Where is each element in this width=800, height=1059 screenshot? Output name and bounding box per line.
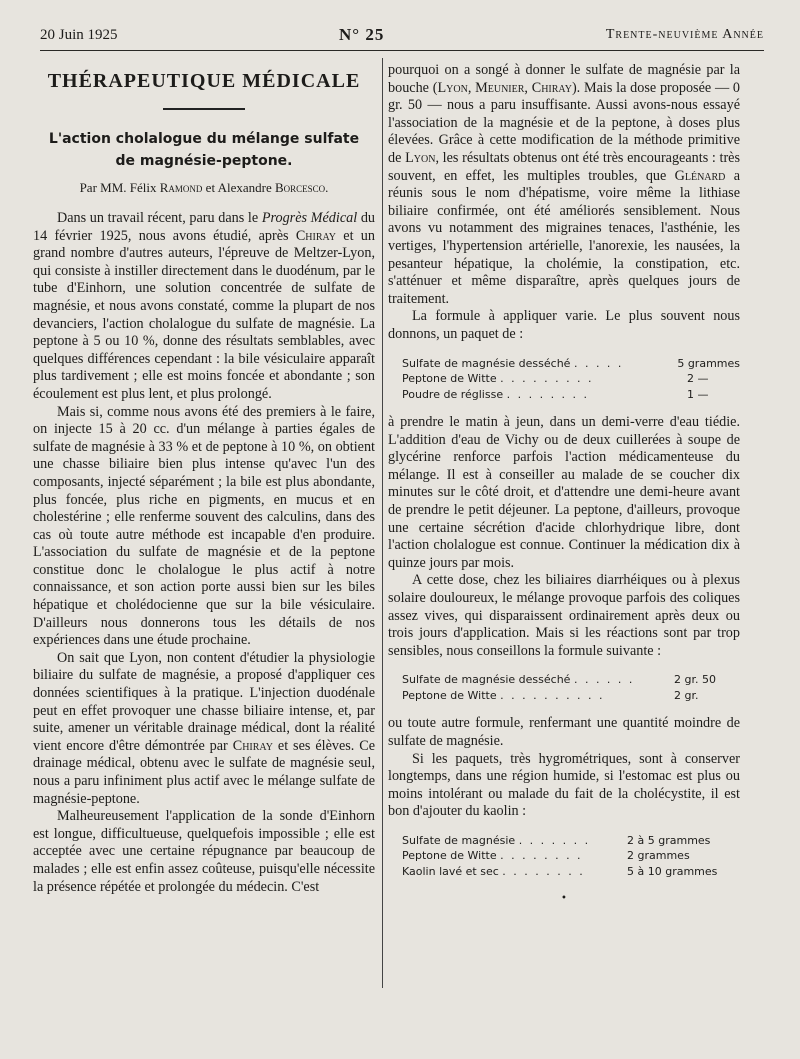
formula-row: Peptone de Witte . . . . . . . . . 2 — (402, 372, 709, 385)
formula-row: Poudre de réglisse . . . . . . . . 1 — (402, 387, 709, 401)
paragraph-8: A cette dose, chez les biliaires diarrhéiques ou à plexus solaire douloureux, le mélange provoque parfois des coliques assez vives, qui disparaissent ordinairement après deux ou trois jours d'application. Mais si les réactions sont par trop sensibles, nous conseillons la formule suivante : (388, 572, 740, 659)
paragraph-2: Mais si, comme nous avons été des premiers à le faire, on injecte 15 à 20 cc. d'un mélange à parties égales de sulfate de magnésie à 33 % et de peptone à 10 %, on obtient une chasse biliaire bien plus intense qu'avec l'un des composants, injecté séparément ; la bile est plus abondante, plus foncée, plus riche en pigments, en mucus et en cholestérine ; elle renferme souvent des calculins, dans des cas où toute autre méthode est incapable d'en produire. L'association du sulfate de magnésie et de la peptone constitue donc le cholalogue le plus actif à notre connaissance, et son action porte aussi bien sur les biles hépatique et cholédocienne que sur la bile vésiculaire. D'ailleurs nous donnerons tous les détails de nos expériences dans une étude prochaine. (33, 403, 375, 649)
formula-row: Kaolin lavé et sec . . . . . . . . 5 à 10 grammes (402, 864, 718, 878)
formula-3 (402, 833, 740, 880)
issue-year: Trente-neuvième Année (605, 27, 764, 42)
column-divider (382, 58, 383, 988)
paragraph-9: ou toute autre formule, renfermant une quantité moindre de sulfate de magnésie. (388, 715, 740, 749)
issue-number: N° 25 (339, 25, 385, 44)
paragraph-5: pourquoi on a songé à donner le sulfate de magnésie par la bouche (Lyon, Meunier, Chiray). Mais la dose proposée — 0 gr. 50 — nous a paru insuffisante. Aussi avons-nous essayé l'association de la magnésie et de la peptone, à doses plus élevées. Grâce à cette modification de la méthode primitive de Lyon, les résultats obtenus ont été très encourageants : très souvent, en effet, les multiples troubles, que Glénard a réunis sous le nom d'hépatisme, voire même la lithiase biliaire confirmée, ont été améliorés sensiblement. Nous avons vu notamment des migraines tenaces, l'asthénie, les vertiges, l'hypertension artérielle, l'anorexie, les nausées, la pesanteur hépatique, la cholémie, la constipation, etc. s'atténuer et même disparaître, après quelques jours de traitement. (388, 62, 741, 307)
end-ornament: • (561, 893, 567, 905)
page-header (40, 20, 764, 51)
formula-1 (402, 356, 740, 403)
section-title: THÉRAPEUTIQUE MÉDICALE (47, 70, 361, 92)
journal-name: Progrès Médical (261, 210, 358, 226)
formula-row: Sulfate de magnésie desséché . . . . . . 2 gr. 50 (402, 673, 716, 687)
article-title-line2: de magnésie-peptone. (115, 153, 293, 169)
paragraph-6: La formule à appliquer varie. Le plus souvent nous donnons, un paquet de : (388, 308, 740, 342)
author-borcesco: Borcesco. (274, 180, 329, 195)
paragraph-3: On sait que Lyon, non content d'étudier la physiologie biliaire du sulfate de magnésie, a proposé d'appliquer ces données scientifiques à la pratique. L'injection duodénale peut en effet provoquer une chasse biliaire intense, et, par suite, amener un véritable drainage médical, dont la réalité vient encore d'être démontrée par Chiray et ses élèves. Ce drainage médical, obtenu avec le sulfate de magnésie seul, nous a paru infiniment plus actif avec le mélange sulfate de magnésie-peptone. (33, 649, 376, 807)
formula-row: Sulfate de magnésie desséché . . . . . 5 grammes (402, 356, 740, 370)
title-underline (163, 108, 245, 110)
right-column (388, 62, 740, 904)
issue-date: 20 Juin 1925 (40, 26, 118, 43)
byline: Par MM. Félix Ramond et Alexandre Borcesco. (79, 180, 329, 195)
paragraph-1: Dans un travail récent, paru dans le Progrès Médical du 14 février 1925, nous avons étudié, après Chiray et un grand nombre d'autres auteurs, l'épreuve de Meltzer-Lyon, qui consiste à instiller directement dans le duodénum, par le tube d'Einhorn, une solution concentrée de sulfate de magnésie, et nous avons constaté, comme la plupart de nos devanciers, l'action cholalogue du sulfate de magnésie. La peptone à 5 ou 10 %, donne des résultats semblables, avec quelques différences cependant : la bile vésiculaire apparaît plus tardivement ; elle est moins foncée et abondante ; son écoulement est plus lent, et plus prolongé. (33, 210, 375, 402)
left-column (33, 62, 375, 896)
formula-row: Sulfate de magnésie . . . . . . . 2 à 5 grammes (402, 833, 711, 847)
formula-2 (402, 672, 740, 703)
paragraph-4: Malheureusement l'application de la sonde d'Einhorn est longue, difficultueuse, quelquefois impossible ; elle est acceptée avec une certaine répugnance par beaucoup de malades ; elle est enfin assez coûteuse, puisqu'elle nécessite la présence répétée et prolongée du médecin. C'est (33, 808, 375, 895)
paragraph-7: à prendre le matin à jeun, dans un demi-verre d'eau tiédie. L'addition d'eau de Vichy ou de deux cuillerées à soupe de glycérine renforce parfois l'action médicamenteuse du mélange. Il est à conseiller au malade de se coucher dix minutes sur le côté droit, et d'attendre une demi-heure avant de prendre le petit déjeuner. La peptone, d'ailleurs, provoque une certaine sécrétion d'acide chlorhydrique libre, dont l'action cholalogue est connue. Continuer la médication dix à quinze jours par mois. (388, 414, 740, 571)
author-ramond: Ramond (159, 180, 203, 195)
formula-row: Peptone de Witte . . . . . . . . 2 grammes (402, 849, 690, 863)
formula-row: Peptone de Witte . . . . . . . . . . 2 gr. (402, 688, 699, 702)
article-title-line1: L'action cholalogue du mélange sulfate (48, 131, 360, 147)
paragraph-10: Si les paquets, très hygrométriques, sont à conserver longtemps, dans une région humide, si l'estomac est plus ou moins intolérant ou malade du fait de la cholécystite, il est bon d'ajouter du kaolin : (388, 750, 740, 820)
